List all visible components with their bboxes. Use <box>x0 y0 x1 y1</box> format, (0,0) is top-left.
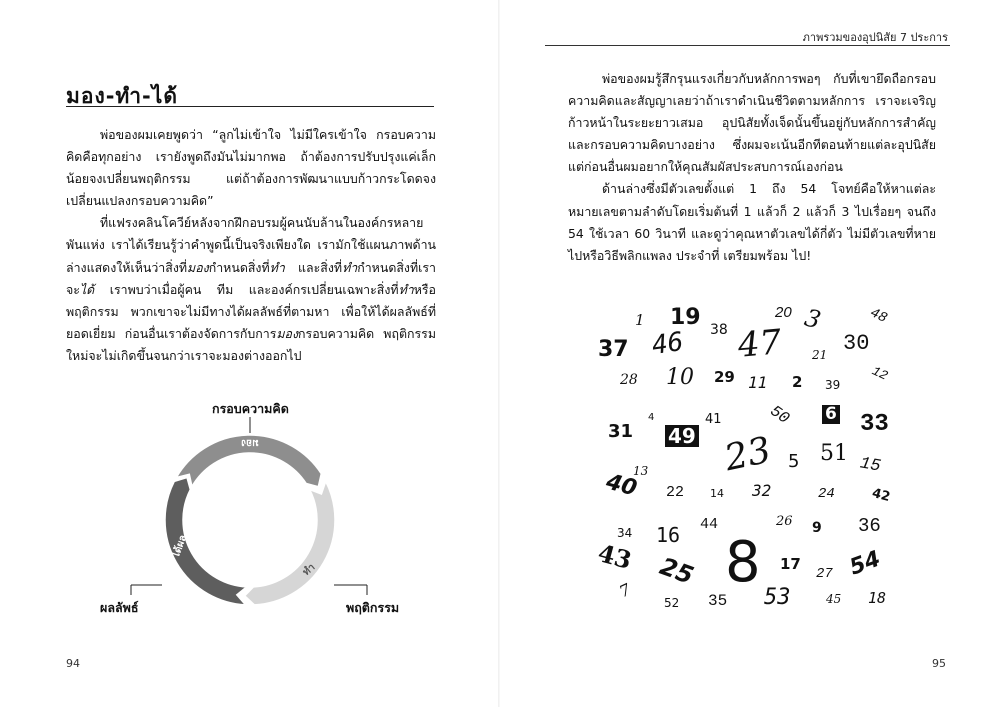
see-do-get-diagram <box>90 395 430 625</box>
puzzle-number: 24 <box>818 486 835 502</box>
label-results: ผลลัพธ์ <box>100 600 139 615</box>
puzzle-number: 40 <box>603 469 640 502</box>
puzzle-number: 49 <box>665 425 699 447</box>
text-run: กรอบความคิด พฤติกรรมใหม่จะไม่เกิดขึ้นจนกว่าเราจะมองต่างออกไป <box>66 325 436 363</box>
puzzle-number: 41 <box>705 412 722 427</box>
puzzle-number: 50 <box>766 402 793 428</box>
puzzle-number: 36 <box>858 515 881 537</box>
puzzle-number: 20 <box>775 304 792 321</box>
puzzle-number: 39 <box>825 378 841 392</box>
text-run: กำหนดสิ่งที่เราจะ <box>66 259 436 297</box>
emphasis-text: ทำ <box>342 259 358 275</box>
left-body-text <box>66 124 436 367</box>
puzzle-number: 31 <box>608 421 634 442</box>
puzzle-number: 8 <box>725 530 761 595</box>
emphasis-text: ได้ <box>79 281 95 297</box>
segment-do <box>245 481 335 604</box>
text-run: หรือพฤติกรรม พวกเขาจะไม่มีทางได้ผลลัพธ์ที่ตามหา เพื่อให้ได้ผลลัพธ์ที่ยอดเยี่ยม ก่อนอื่นเราต้องจัดการกับการ <box>66 281 436 341</box>
puzzle-number: 52 <box>664 596 680 610</box>
cycle-graphic <box>90 395 430 625</box>
puzzle-number: 44 <box>700 516 719 533</box>
puzzle-number: 4 <box>648 412 655 423</box>
puzzle-number: 48 <box>867 305 890 327</box>
puzzle-number: 54 <box>846 546 884 581</box>
right-body-text <box>568 68 936 267</box>
segment-do-label: ทำ <box>300 561 318 579</box>
puzzle-number: 43 <box>594 538 635 575</box>
puzzle-number: 10 <box>666 365 694 390</box>
paragraph <box>66 124 436 212</box>
puzzle-number: 45 <box>826 592 842 606</box>
puzzle-number: 11 <box>748 373 768 392</box>
text-run: กำหนดสิ่งที่ <box>208 259 270 275</box>
puzzle-number: 33 <box>860 411 889 438</box>
puzzle-number: 5 <box>788 451 800 472</box>
puzzle-number: 25 <box>656 552 698 590</box>
puzzle-number: 19 <box>670 305 701 330</box>
emphasis-text: มอง <box>276 325 299 341</box>
puzzle-number: 1 <box>635 311 645 329</box>
puzzle-number: 18 <box>868 589 887 607</box>
puzzle-number: 12 <box>869 363 891 384</box>
puzzle-number: 37 <box>598 337 629 362</box>
puzzle-number: 34 <box>617 526 633 540</box>
page-number-left: 94 <box>66 657 80 670</box>
puzzle-number: 2 <box>792 373 803 391</box>
text-run: เราพบว่าเมื่อผู้คน ทีม และองค์กรเปลี่ยนเฉพาะสิ่งที่ <box>94 281 399 297</box>
label-paradigm: กรอบความคิด <box>212 401 289 416</box>
puzzle-number: 30 <box>843 331 870 356</box>
emphasis-text: ทำ <box>398 281 414 297</box>
paragraph: พ่อของผมรู้สึกรุนแรงเกี่ยวกับหลักการพอๆ กับที่เขายึดถือกรอบความคิดและสัญญาเลยว่าถ้าเราดำเนินชีวิตตามหลักการ เราจะเจริญก้าวหน้าในระยะยาวเสมอ อุปนิสัยทั้งเจ็ดนั้นขึ้นอยู่กับหลักการสำคัญและกรอบความคิดบางอย่าง ซึ่งผมจะเน้นอีกทีตอนท้ายแต่ละอุปนิสัย แต่ก่อนอื่นผมอยากให้คุณสัมผัสประสบการณ์เองก่อน <box>568 71 936 175</box>
puzzle-number: 53 <box>764 585 791 610</box>
text-run: พ่อของผมเคยพูดว่า “ลูกไม่เข้าใจ ไม่มีใครเข้าใจ กรอบความคิดคือทุกอย่าง เรายังพูดถึงมันไม่มากพอ ถ้าต้องการปรับปรุงแค่เล็กน้อยจงเปลี่ยนพฤติกรรม แต่ถ้าต้องการพัฒนาแบบก้าวกระโดดจงเปลี่ยนแปลงกรอบความคิด” <box>66 127 436 209</box>
puzzle-number: 38 <box>710 322 728 338</box>
puzzle-number: 13 <box>633 464 649 478</box>
puzzle-number: 28 <box>620 372 638 388</box>
puzzle-number: 51 <box>820 441 848 466</box>
puzzle-number: 29 <box>714 368 735 386</box>
running-head: ภาพรวมของอุปนิสัย 7 ประการ <box>802 31 948 44</box>
paragraph: ด้านล่างซึ่งมีตัวเลขตั้งแต่ 1 ถึง 54 โจทย์คือให้หาแต่ละหมายเลขตามลำดับโดยเริ่มต้นที่ 1 แล้วก็ 2 แล้วก็ 3 ไปเรื่อยๆ จนถึง 54 ใช้เวลา 60 วินาที และดูว่าคุณหาตัวเลขได้กี่ตัว ไม่มีตัวเลขที่หายไปหรือวิธีพลิกแพลง ประจำที่ เตรียมพร้อม ไป! <box>568 181 936 263</box>
puzzle-number: 32 <box>752 481 772 500</box>
section-heading: มอง-ทำ-ได้ <box>66 84 178 108</box>
puzzle-number: 6 <box>822 405 840 424</box>
puzzle-number: 15 <box>858 454 882 477</box>
running-head-rule <box>545 45 950 46</box>
puzzle-number: 21 <box>812 348 828 362</box>
puzzle-number: 47 <box>736 322 783 366</box>
puzzle-number: 42 <box>870 485 892 506</box>
segment-get-label: ได้ผล <box>170 533 190 560</box>
number-puzzle <box>590 295 910 625</box>
paragraph <box>66 212 436 367</box>
emphasis-text: มอง <box>187 259 209 275</box>
puzzle-number: 3 <box>801 303 824 335</box>
puzzle-number: 46 <box>650 326 686 362</box>
puzzle-number: 27 <box>816 566 833 582</box>
puzzle-number: 7 <box>616 579 634 602</box>
puzzle-number: 14 <box>710 487 724 500</box>
text-run: ที่แฟรงคลินโควีย์หลังจากฝึกอบรมผู้คนนับล้านในองค์กรหลายพันแห่ง เราได้เรียนรู้ว่าคำพูดนี้เป็นจริงเพียงใด เรามักใช้แผนภาพด้านล่างแสดงให้เห็นว่าสิ่งที่ <box>66 215 436 275</box>
puzzle-number: 9 <box>812 520 822 536</box>
emphasis-text: ทำ <box>269 259 285 275</box>
segment-see-label: มอง <box>241 437 259 448</box>
puzzle-number: 16 <box>656 523 681 547</box>
puzzle-number: 22 <box>666 484 685 501</box>
puzzle-number: 26 <box>776 514 793 529</box>
heading-rule <box>66 106 434 107</box>
puzzle-number: 17 <box>780 555 801 573</box>
puzzle-number: 35 <box>708 592 728 610</box>
page-number-right: 95 <box>932 657 946 670</box>
label-behavior: พฤติกรรม <box>346 600 400 615</box>
text-run: และสิ่งที่ <box>284 259 343 275</box>
puzzle-number: 23 <box>721 429 775 480</box>
